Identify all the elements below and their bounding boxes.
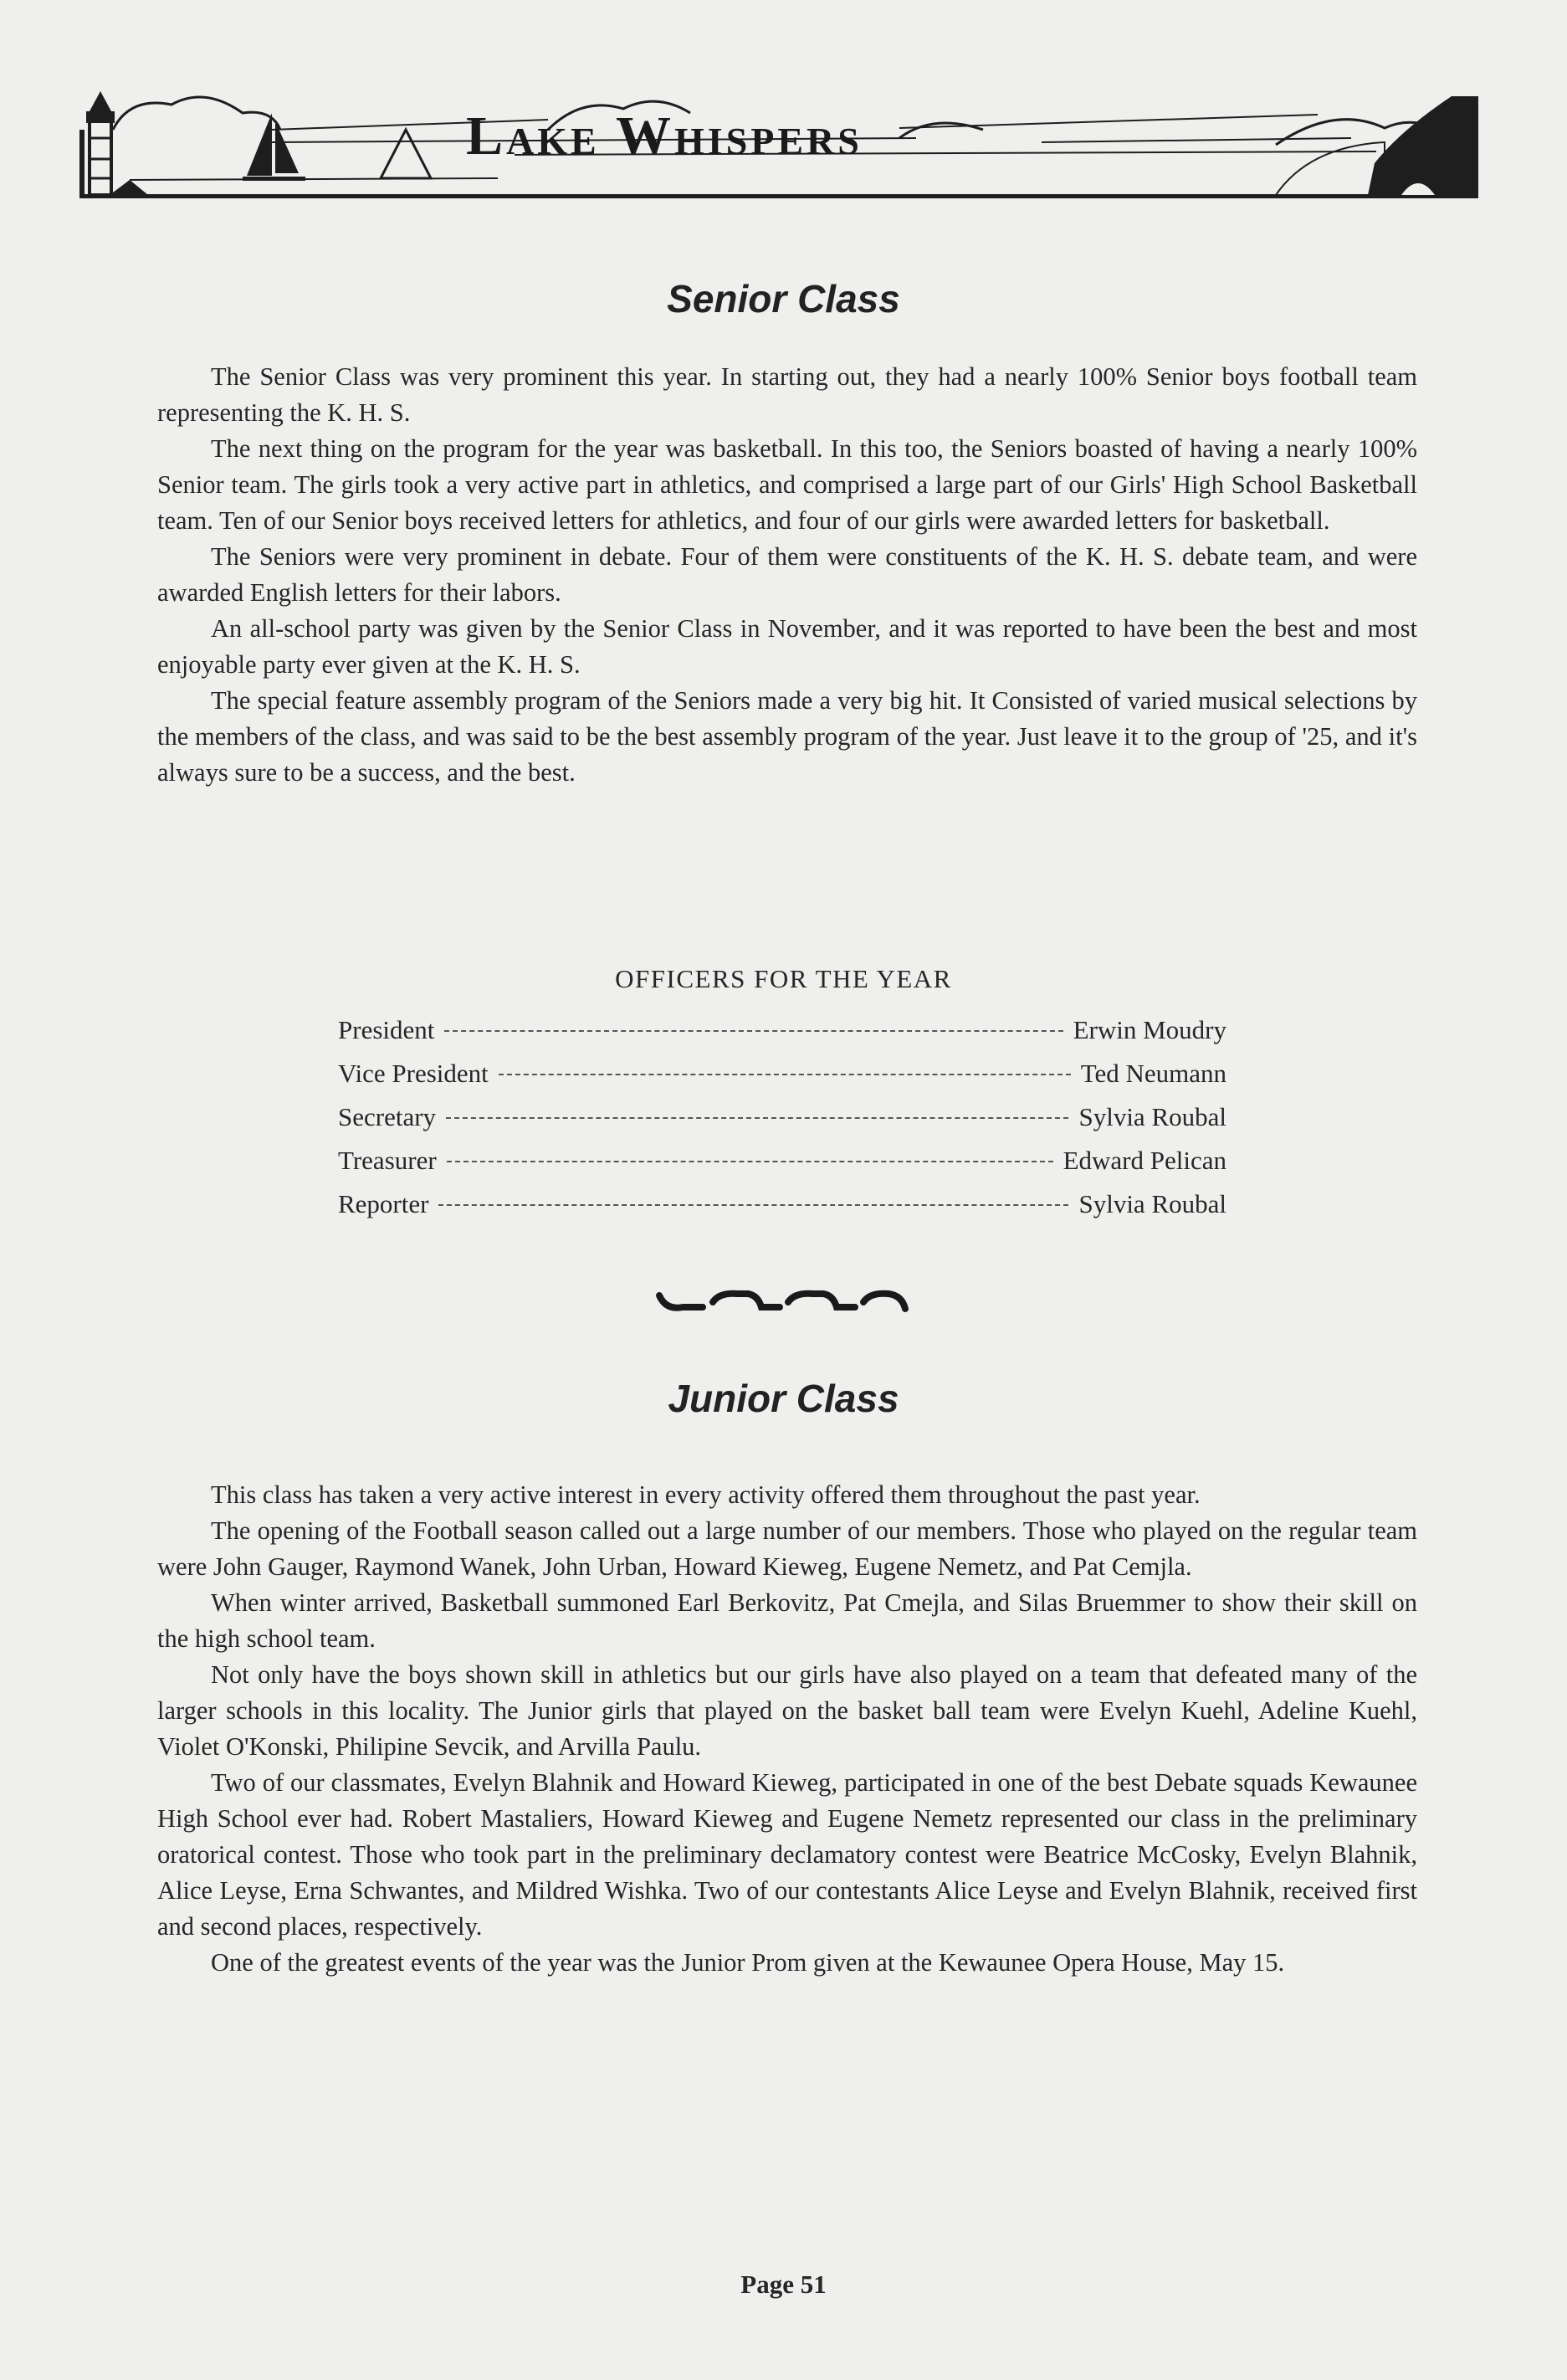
paragraph: One of the greatest events of the year was the Junior Prom given at the Kewaunee Opera House, May 15. (211, 1948, 1285, 1977)
officer-role: Reporter (338, 1189, 429, 1218)
officer-name: Sylvia Roubal (1078, 1189, 1226, 1218)
paragraph: An all-school party was given by the Senior Class in November, and it was reported to have been the best and most enjoyable party ever given at the K. H. S. (157, 614, 1417, 679)
officer-row (338, 1015, 1226, 1059)
junior-class-heading: Junior Class (668, 1377, 899, 1420)
officer-name: Ted Neumann (1080, 1059, 1226, 1088)
header-banner (79, 80, 1478, 205)
sailboat-icon (381, 130, 431, 178)
officer-role: President (338, 1015, 435, 1044)
officer-role: Secretary (338, 1102, 437, 1131)
paragraph: The opening of the Football season called out a large number of our members. Those who played on the regular team were John Gauger, Raymond Wanek, John Urban, Howard Kieweg, Eugene Nemetz, and Pat Cemjla. (157, 1516, 1417, 1581)
officer-row (338, 1102, 1226, 1146)
paragraph: The special feature assembly program of the Seniors made a very big hit. It Consisted of varied musical selections by the members of the class, and was said to be the best assembly program of the year. Just leave it to the group of '25, and it's always sure to be a success, and the best. (157, 686, 1417, 787)
sailboat-icon (243, 113, 305, 181)
leader-dots (447, 1161, 1053, 1162)
paragraph: This class has taken a very active interest in every activity offered them throughout the past year. (211, 1480, 1201, 1509)
officers-heading: OFFICERS FOR THE YEAR (615, 964, 952, 993)
leader-dots (438, 1204, 1068, 1206)
officer-name: Edward Pelican (1063, 1146, 1226, 1175)
officer-role: Vice President (338, 1059, 489, 1088)
senior-class-heading: Senior Class (667, 277, 900, 321)
paragraph: The next thing on the program for the year was basketball. In this too, the Seniors boasted of having a nearly 100% Senior team. The girls took a very active part in athletics, and comprised a large part of our Girls' High School Basketball team. Ten of our Senior boys received letters for athletics, and four of our girls were awarded letters for basketball. (157, 434, 1417, 535)
officer-name: Erwin Moudry (1073, 1015, 1226, 1044)
officer-row (338, 1146, 1226, 1189)
page-number: Page 51 (740, 2270, 827, 2299)
leader-dots (499, 1074, 1071, 1075)
leader-dots (444, 1030, 1063, 1032)
officer-row (338, 1189, 1226, 1233)
senior-class-text (157, 359, 1417, 791)
publication-title: Lake Whispers (466, 105, 863, 167)
paragraph: When winter arrived, Basketball summoned Earl Berkovitz, Pat Cmejla, and Silas Bruemmer to show their skill on the high school team. (157, 1588, 1417, 1653)
officer-row (338, 1059, 1226, 1102)
paragraph: Not only have the boys shown skill in athletics but our girls have also played on a team that defeated many of the larger schools in this locality. The Junior girls that played on the basket ball team were Evelyn Kuehl, Adeline Kuehl, Violet O'Konski, Philipine Sevcik, and Arvilla Paulu. (157, 1660, 1417, 1761)
leader-dots (446, 1117, 1068, 1119)
paragraph: Two of our classmates, Evelyn Blahnik and Howard Kieweg, participated in one of the best Debate squads Kewaunee High School ever had. Robert Mastaliers, Howard Kieweg and Eugene Nemetz represented our class in the preliminary oratorical contest. Those who took part in the preliminary declamatory contest were Beatrice McCosky, Evelyn Blahnik, Alice Leyse, Erna Schwantes, and Mildred Wishka. Two of our contestants Alice Leyse and Evelyn Blahnik, received first and second places, respectively. (157, 1768, 1417, 1941)
junior-class-text (157, 1477, 1417, 1981)
officer-role: Treasurer (338, 1146, 437, 1175)
ornament-divider-icon (654, 1287, 910, 1316)
paragraph: The Seniors were very prominent in debate. Four of them were constituents of the K. H. S. debate team, and were awarded English letters for their labors. (157, 542, 1417, 607)
officer-name: Sylvia Roubal (1078, 1102, 1226, 1131)
officers-list (338, 1015, 1226, 1233)
paragraph: The Senior Class was very prominent this year. In starting out, they had a nearly 100% Senior boys football team representing the K. H. S. (157, 362, 1417, 427)
